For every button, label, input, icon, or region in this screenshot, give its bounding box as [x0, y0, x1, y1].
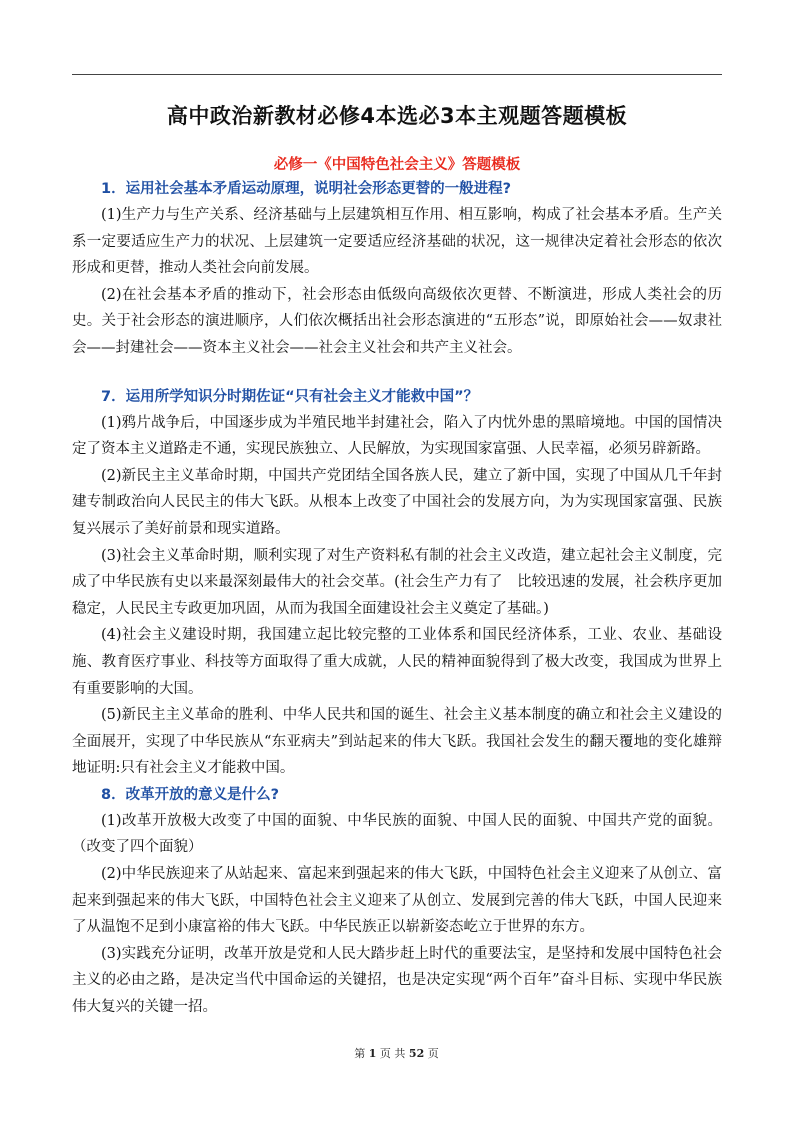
answer-paragraph: (1)生产力与生产关系、经济基础与上层建筑相互作用、相互影响，构成了社会基本矛盾。生产关系一定要适应生产力的状况、上层建筑一定要适应经济基础的状况，这一规律决定着社会形态的依次形成和更替，推动人类社会向前发展。 — [72, 207, 722, 277]
footer-prefix: 第 — [354, 1047, 366, 1060]
answer-paragraph: (1)改革开放极大改变了中国的面貌、中华民族的面貌、中国人民的面貌、中国共产党的面貌。（改变了四个面貌） — [72, 812, 722, 856]
question-7: 7．运用所学知识分时期佐证“只有社会主义才能救中国”？ — [101, 388, 479, 405]
document-title: 高中政治新教材必修4本选必3本主观题答题模板 — [166, 104, 628, 128]
answer-paragraph: (2)在社会基本矛盾的推动下，社会形态由低级向高级依次更替、不断演进，形成人类社会的历史。关于社会形态的演进顺序，人们依次概括出社会形态演进的“五形态”说，即原始社会——奴隶社会——封建社会——资本主义社会——社会主义社会和共产主义社会。 — [72, 286, 722, 356]
question-8: 8．改革开放的意义是什么? — [101, 786, 279, 803]
footer-current-page: 1 — [368, 1047, 377, 1060]
answer-paragraph: (5)新民主主义革命的胜利、中华人民共和国的诞生、社会主义基本制度的确立和社会主义建设的全面展开，实现了中华民族从“东亚病夫”到站起来的伟大飞跃。我国社会发生的翻天覆地的变化雄辩地证明:只有社会主义才能救中国。 — [72, 707, 722, 777]
footer-total-pages: 52 — [408, 1047, 425, 1060]
answer-paragraph: (3)实践充分证明，改革开放是党和人民大踏步赶上时代的重要法宝，是坚持和发展中国特色社会主义的必由之路，是决定当代中国命运的关键招，也是决定实现“两个百年”奋斗目标、实现中华民族伟大复兴的关键一招。 — [72, 945, 722, 1016]
answer-paragraph: (3)社会主义革命时期，顺利实现了对生产资料私有制的社会主义改造，建立起社会主义制度，完成了中华民族有史以来最深刻最伟大的社会交革。(社会生产力有了 比较迅速的发展，社会秩序更加稳定，人民民主专政更加巩固，从而为我国全面建设社会主义奠定了基础。) — [72, 547, 722, 617]
header-rule — [72, 74, 722, 75]
answer-paragraph: (2)中华民族迎来了从站起来、富起来到强起来的伟大飞跃，中国特色社会主义迎来了从创立、富起来到强起来的伟大飞跃，中国特色社会主义迎来了从创立、发展到完善的伟大飞跃，中国人民迎来了从温饱不足到小康富裕的伟大飞跃。中华民族正以崭新姿态屹立于世界的东方。 — [72, 866, 722, 936]
page-footer — [0, 1045, 793, 1061]
footer-suffix: 页 — [427, 1047, 439, 1060]
document-body — [72, 154, 722, 1021]
answer-paragraph: (2)新民主主义革命时期，中国共产党团结全国各族人民，建立了新中国，实现了中国从几千年封建专制政治向人民民主的伟大飞跃。从根本上改变了中国社会的发展方向，为为实现国家富强、民族复兴展示了美好前景和现实道路。 — [72, 467, 722, 537]
section-heading: 必修一《中国特色社会主义》答题模板 — [273, 157, 521, 173]
answer-paragraph: (1)鸦片战争后，中国逐步成为半殖民地半封建社会，陷入了内忧外患的黑暗境地。中国的国情决定了资本主义道路走不通，实现民族独立、人民解放，为实现国家富强、人民幸福，必须另辟新路。 — [72, 414, 722, 458]
footer-middle: 页 共 — [379, 1047, 406, 1060]
answer-paragraph: (4)社会主义建设时期，我国建立起比较完整的工业体系和国民经济体系，工业、农业、基础设施、教育医疗事业、科技等方面取得了重大成就，人民的精神面貌得到了极大改变，我国成为世界上有重要影响的大国。 — [72, 627, 722, 697]
question-1: 1．运用社会基本矛盾运动原理，说明社会形态更替的一般进程? — [101, 181, 511, 197]
